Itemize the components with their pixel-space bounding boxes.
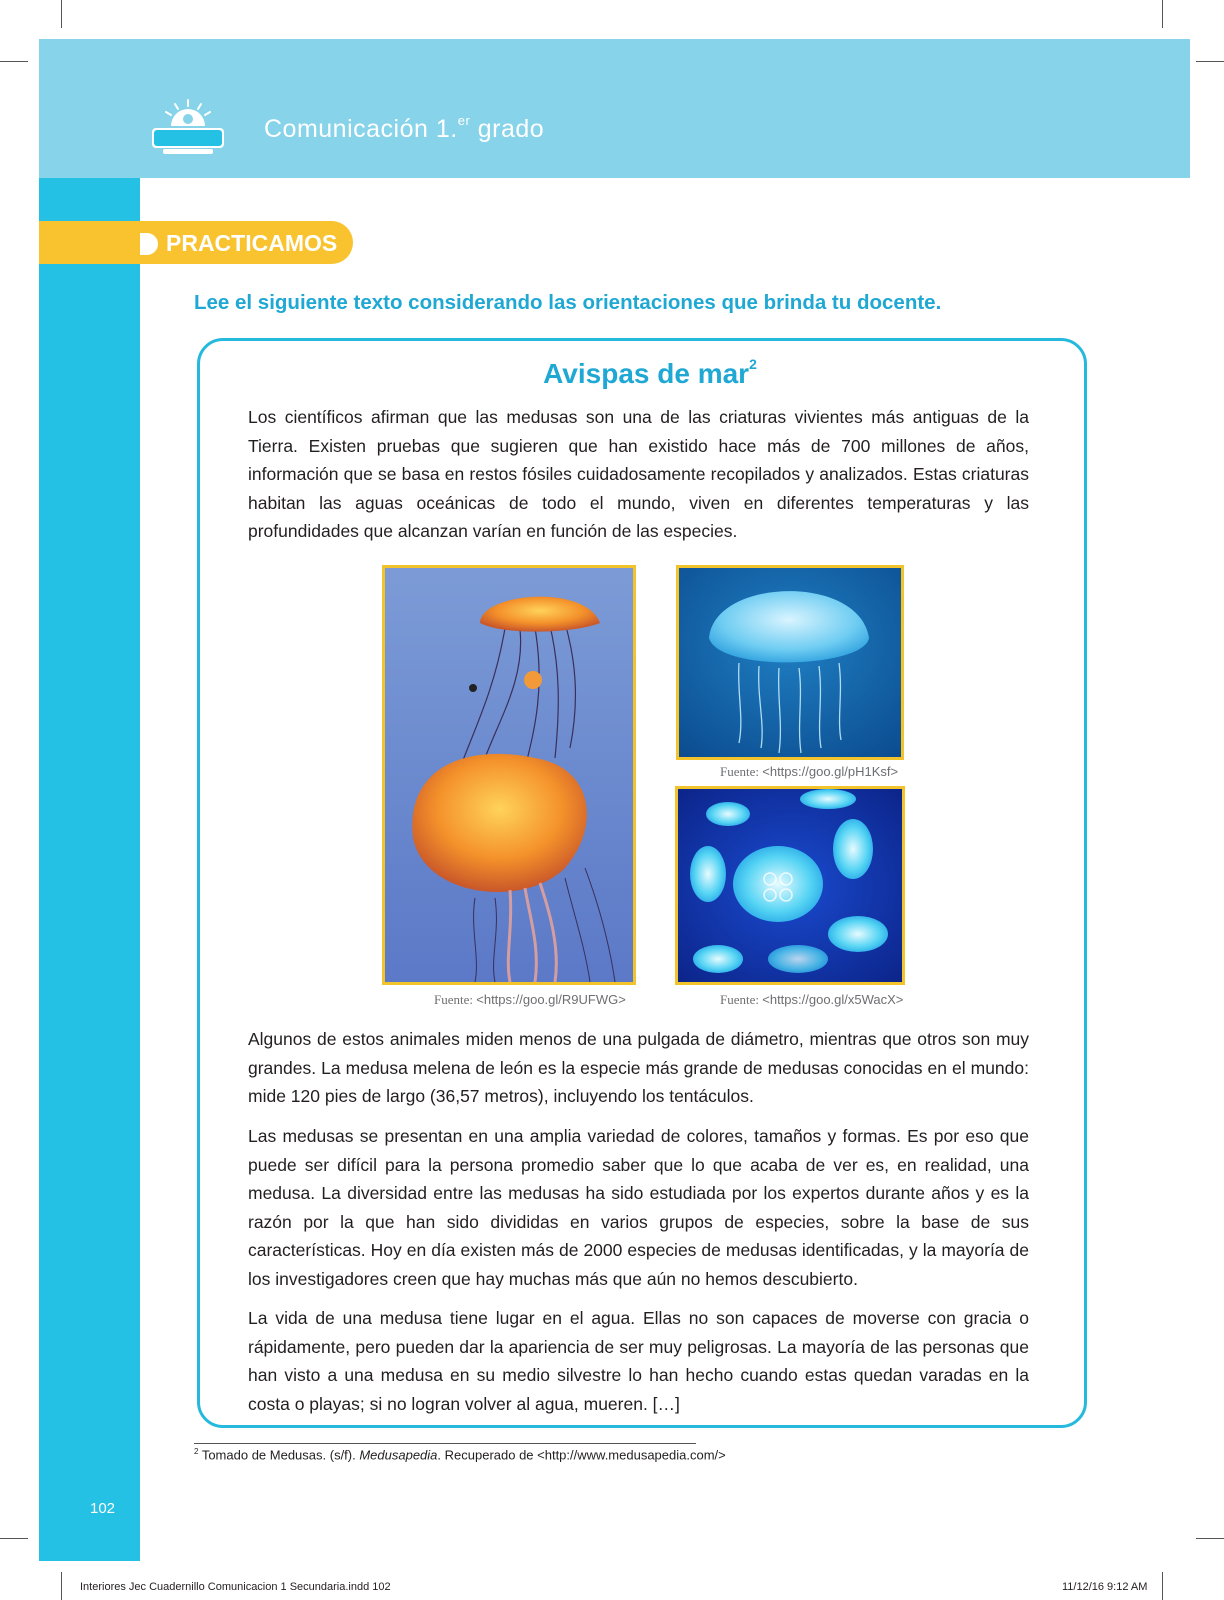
photo-moon-jellyfish xyxy=(676,565,904,760)
side-bar xyxy=(39,178,140,1561)
photo-caption: Fuente: <https://goo.gl/pH1Ksf> xyxy=(720,764,899,779)
crop-mark xyxy=(1196,1538,1224,1539)
crop-mark xyxy=(0,1538,28,1539)
reading-paragraph: Algunos de estos animales miden menos de una pulgada de diámetro, mientras que otros son muy grandes. La medusa melena de león es la especie más grande de medusas conocidas en el mundo: mide 120 pies de largo (36,57 metros), incluyendo los tentáculos. xyxy=(248,1029,1029,1106)
page-number: 102 xyxy=(90,1500,116,1517)
section-label: PRACTICAMOS xyxy=(166,230,338,256)
reading-title: Avispas de mar$^2$ xyxy=(543,355,757,389)
photo-orange-jellyfish xyxy=(382,565,636,985)
photo-caption: Fuente: <https://goo.gl/x5WacX> xyxy=(720,992,904,1007)
reading-paragraph: La vida de una medusa tiene lugar en el agua. Ellas no son capaces de moverse con gracia o rápidamente, pero pueden dar la apariencia de ser muy peligrosas. La mayoría de las personas que han visto a una medusa en su medio silvestre lo han hecho cuando estas quedan varadas en la costa o playas; si no logran volver al agua, mueren. […] xyxy=(248,1308,1029,1414)
photo-caption: Fuente: <https://goo.gl/R9UFWG> xyxy=(434,992,626,1007)
crop-mark xyxy=(61,1572,62,1600)
crop-mark xyxy=(0,61,28,62)
crop-mark xyxy=(1196,61,1224,62)
jec-logo xyxy=(147,98,229,158)
course-title: Comunicación 1.$^{er}$ grado xyxy=(264,112,545,143)
reading-paragraph: Las medusas se presentan en una amplia variedad de colores, tamaños y formas. Es por eso que puede ser difícil para la persona promedio saber que lo que acaba de ver es, en realidad, una medusa. La diversidad entre las medusas ha sido estudiada por los expertos durante años y es la razón por la que han sido divididas en varios grupos de especies, sobre la base de sus características. Hoy en día existen más de 2000 especies de medusas identificadas, y la mayoría de los investigadores creen que hay muchas más que aún no hemos descubierto. xyxy=(248,1126,1029,1289)
footnote-rule xyxy=(194,1443,696,1444)
crop-mark xyxy=(61,0,62,28)
instruction-text: Lee el siguiente texto considerando las orientaciones que brinda tu docente. xyxy=(194,291,942,314)
crop-mark xyxy=(1162,1572,1163,1600)
photo-jellyfish-group xyxy=(675,786,905,985)
reading-paragraph: Los científicos afirman que las medusas son una de las criaturas vivientes más antiguas de la Tierra. Existen pruebas que sugieren que han existido hace más de 700 millones de años, información que se basa en restos fósiles cuidadosamente recopilados y analizados. Estas criaturas habitan las aguas oceánicas de todo el mundo, viven en diferentes temperaturas y las profundidades que alcanzan varían en función de las especies. xyxy=(248,407,1029,541)
footnote: $^2$ Tomado de Medusas. (s/f). Medusapedia. Recuperado de <http://www.medusapedia.com/> xyxy=(194,1447,726,1463)
crop-mark xyxy=(1162,0,1163,28)
print-slug-date: 11/12/16 9:12 AM xyxy=(1062,1581,1148,1593)
print-slug-file: Interiores Jec Cuadernillo Comunicacion 1 Secundaria.indd 102 xyxy=(80,1581,391,1593)
